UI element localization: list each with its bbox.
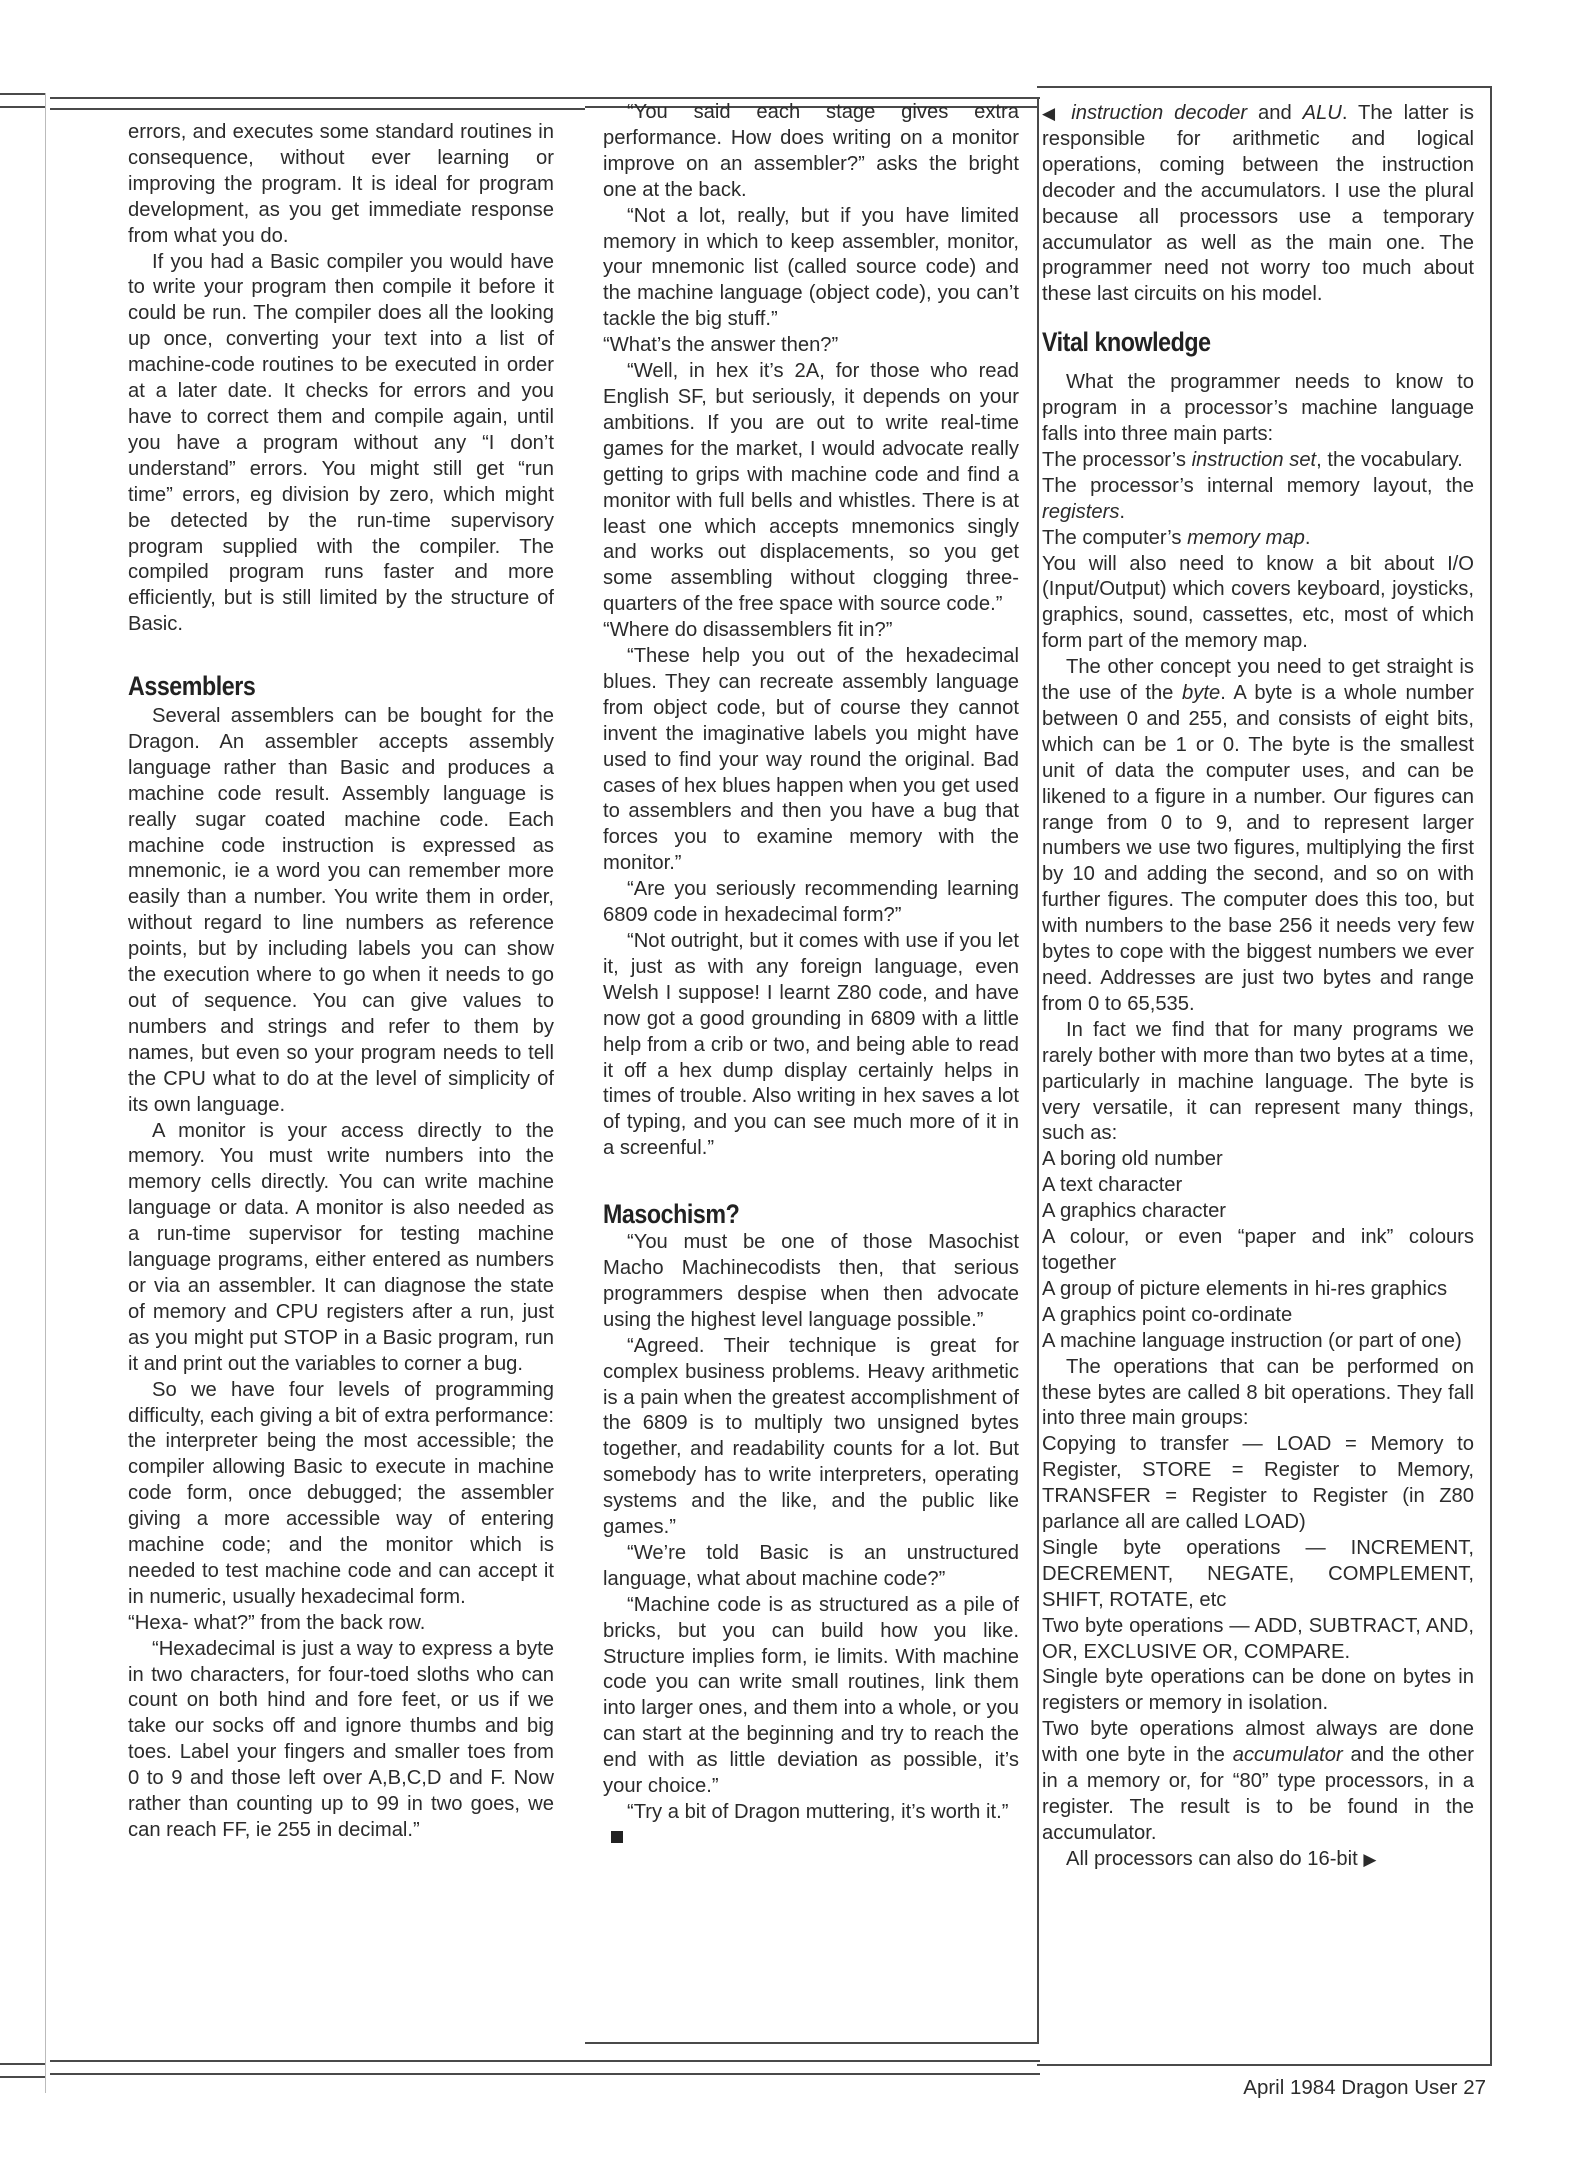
term-accumulator: accumulator [1232,1744,1343,1767]
byte-use-item: A boring old number [1042,1148,1223,1171]
text-fragment: and the other in a memory or, for “80” type processors, in a register. The result is to be found in the accumulator. [1042,1744,1474,1844]
top-rule-2 [50,108,585,110]
text-fragment: and [1247,102,1303,124]
byte-use-item: A text character [1042,1174,1183,1197]
left-paragraph-6: “Hexa- what?” from the back row. [128,1611,426,1634]
right-box-bottom [1037,2064,1492,2066]
right-paragraph-5: In fact we find that for many programs we rarely bother with more than two bytes at a time, particularly in machine language. The byte is very versatile, it can represent many things, such as: [1042,1018,1474,1145]
middle-paragraph-9: “You must be one of those Masochist Macho Machinecodists then, that serious programmers despise when then advocate using the highest level language possible.” [603,1231,1019,1331]
left-paragraph-4: A monitor is your access directly to the memory. You must write numbers into the memory cells directly. You can write machine language or data. A monitor is also needed as a run-time supervisor for testing machine language programs, either entered as numbers or via an assembler. It can diagnose the state of memory and CPU registers after a run, just as you might put STOP in a Basic program, run it and print out the variables to corner a bug. [128,1119,554,1375]
term-alu: ALU [1302,102,1342,124]
left-paragraph-5: So we have four levels of programming difficulty, each giving a bit of extra performance: the interpreter being the most accessible; the compiler allowing Basic to execute in machine code form, once debugged; the assembler giving a more accessible way of entering machine code; and the monitor which is needed to test machine code and can accept it in numeric, usually hexadecimal form. [128,1378,554,1608]
top-rule-1 [50,97,1040,99]
right-paragraph-3: You will also need to know a bit about I/O (Input/Output) which covers keyboard, joysticks, graphics, sound, cassettes, etc, most of which form part of the memory map. [1042,552,1474,653]
page-footer: April 1984 Dragon User 27 [1243,2076,1486,2099]
middle-paragraph-2: “Not a lot, really, but if you have limited memory in which to keep assembler, monitor, your mnemonic list (called source code) and the machine language (object code), you can’t tackle the big stuff.” [603,204,1019,331]
term-instruction-set: instruction set [1191,448,1317,471]
byte-use-item: A graphics point co-ordinate [1042,1303,1293,1326]
byte-use-item: A group of picture elements in hi-res graphics [1042,1277,1448,1300]
left-paragraph-2: If you had a Basic compiler you would have to write your program then compile it before it could be run. The compiler does all the looking up once, converting your text into a list of machine-code routines to be executed in order at a later date. It checks for errors and you have to correct them and compile again, until you have a program without any “I don’t understand” errors. You might still get “run time” errors, eg division by zero, which might be detected by the run-time supervisory program supplied with the compiler. The compiled program runs faster and more efficiently, but is still limited by the structure of Basic. [128,250,554,636]
text-fragment: . [1119,500,1126,523]
byte-use-item: A colour, or even “paper and ink” colours together [1042,1226,1474,1274]
operation-group-item: Copying to transfer — LOAD = Memory to Register, STORE = Register to Memory, TRANSFER = Register to Register (in Z80 parlance all are called LOAD) [1042,1433,1474,1534]
left-paragraph-7: “Hexadecimal is just a way to express a byte in two characters, for four-toed sloths who can count on both hind and fore feet, or us if we take our socks off and ignore thumbs and big toes. Label your fingers and smaller toes from 0 to 9 and those left over A,B,C,D and F. Now rather than counting up to 99 in two goes, we can reach FF, ie 255 in decimal.” [128,1637,554,1841]
closing-line: “Try a bit of Dragon muttering, it’s worth it.” [627,1801,1009,1823]
right-paragraph-8 [1042,1717,1474,1847]
middle-box-right-border [1037,97,1039,2043]
right-box-right-border [1490,86,1492,2066]
section-heading-vital-knowledge: Vital knowledge [1042,327,1211,358]
middle-paragraph-13 [603,1800,1019,1852]
left-column [128,120,554,1844]
top-rule-left-1 [0,93,45,95]
text-fragment: The processor’s internal memory layout, the [1042,474,1474,497]
middle-paragraph-7: “Are you seriously recommending learning 6809 code in hexadecimal form?” [603,878,1019,927]
middle-paragraph-4: “Well, in hex it’s 2A, for those who read English SF, but seriously, it depends on your ambitions. If you are out to write real-time games for the market, I would advocate really getting to grips with machine code and find a monitor with full bells and whistles. There is at least one which accepts mnemonics singly and works out displacements, so you get some assembling without clogging three-quarters of the free space with source code.” [603,360,1019,616]
continued-on-next-page-arrow-icon: ▶ [1363,1849,1377,1869]
middle-paragraph-10: “Agreed. Their technique is great for complex business problems. Heavy arithmetic is a pain when the greatest accomplishment of the 6809 is to multiply two unsigned bytes together, and readability counts for a lot. But somebody has to write interpreters, operating systems and the like, and the public like games.” [603,1334,1019,1539]
end-of-article-square-icon [611,1831,623,1843]
section-heading-masochism: Masochism? [603,1199,740,1230]
term-memory-map: memory map [1187,526,1305,549]
right-list-item-instruction-set [1042,448,1474,474]
right-box-top [1037,86,1492,88]
text-fragment: The other concept you need to get straight is the use of the [1042,656,1474,705]
continued-from-left-arrow-icon: ◀ [1042,104,1061,123]
middle-paragraph-3: “What’s the answer then?” [603,334,839,357]
section-heading-assemblers: Assemblers [128,671,256,702]
right-list-item-registers [1042,474,1474,526]
right-paragraph-4 [1042,655,1474,1018]
middle-paragraph-12: “Machine code is as structured as a pile of bricks, but you can build how you like. Structure implies form, ie limits. With machine code you can write small routines, link them into larger ones, and them into a whole, or you can start at the beginning and try to reach the end with as little deviation as possible, it’s your choice.” [603,1593,1019,1798]
right-paragraph-1 [1042,101,1474,308]
middle-paragraph-6: “These help you out of the hexadecimal blues. They can recreate assembly language from object code, but of course they cannot invent the imaginative labels you might have used to find your way round the original. Bad cases of hex blues happen when you get used to assemblers and then you have a bug that forces you to examine memory with the monitor.” [603,645,1019,875]
right-list-item-memory-map [1042,526,1474,552]
text-fragment: . The latter is responsible for arithmetic and logical operations, coming between the instruction decoder and the accumulators. I use the plural because all processors use a temporary accumulator as well as the main one. The programmer need not worry too much about these last circuits on his model. [1042,102,1475,306]
page-edge-left [45,93,46,2093]
text-fragment: , the vocabulary. [1316,448,1463,471]
top-rule-left-2 [0,106,45,108]
middle-column [603,100,1019,1852]
operation-group-item: Two byte operations — ADD, SUBTRACT, AND, OR, EXCLUSIVE OR, COMPARE. [1042,1614,1474,1663]
right-paragraph-2: What the programmer needs to know to program in a processor’s machine language falls into three main parts: [1042,371,1474,445]
bottom-rule-1 [50,2060,1040,2062]
byte-use-item: A graphics character [1042,1200,1227,1223]
middle-paragraph-11: “We’re told Basic is an unstructured language, what about machine code?” [603,1541,1019,1590]
text-fragment: The computer’s [1042,526,1188,549]
operation-group-item: Single byte operations — INCREMENT, DECREMENT, NEGATE, COMPLEMENT, SHIFT, ROTATE, etc [1042,1536,1474,1611]
text-fragment: The processor’s [1042,448,1192,471]
text-fragment: Two byte operations almost always are done with one byte in the [1042,1718,1474,1767]
bottom-rule-left-1 [0,2063,45,2065]
text-fragment: . A byte is a whole number between 0 and 255, and consists of eight bits, which can be 1 or 0. The byte is the smallest unit of data the computer uses, and can be likened to a figure in a number. Our figures can range from 0 to 9, and to represent larger numbers we use two figures, multiplying the first by 10 and adding the second, and so on with further figures. The computer does this too, but with numbers to the base 256 it needs very few bytes to cope with the biggest numbers we ever need. Addresses are just two bytes and range from 0 to 65,535. [1042,682,1475,1015]
bottom-rule-left-2 [0,2076,45,2078]
left-paragraph-3: Several assemblers can be bought for the Dragon. An assembler accepts assembly language rather than Basic and produces a machine code result. Assembly language is really sugar coated machine code. Each machine code instruction is expressed as mnemonic, ie a word you can remember more easily than a number. You write them in order, without regard to line numbers as reference points, but by including labels you can show the execution where to go when it needs to go out of sequence. You can give values to numbers and strings and refer to them by names, but even so your program needs to tell the CPU what to do at the level of simplicity of its own language. [128,705,554,1116]
right-column [1042,101,1474,1873]
middle-paragraph-1: “You said each stage gives extra performance. How does writing on a monitor improve on an assembler?” asks the bright one at the back. [603,101,1019,201]
left-paragraph-1: errors, and executes some standard routines in consequence, without ever learning or improving the program. It is ideal for program development, as you get immediate response from what you do. [128,121,554,247]
byte-use-item: A machine language instruction (or part of one) [1042,1329,1462,1352]
middle-box-bottom [585,2042,1039,2044]
term-registers: registers [1042,500,1120,523]
term-byte: byte [1182,682,1221,705]
middle-paragraph-8: “Not outright, but it comes with use if you let it, just as with any foreign language, even Welsh I suppose! I learnt Z80 code, and have now got a good grounding in 6809 with a little help from a crib or two, and being able to read it off a hex dump display certainly helps in times of trouble. Also writing in hex saves a lot of typing, and you can see much more of it in a screenful.” [603,930,1019,1160]
right-paragraph-9 [1042,1847,1474,1873]
right-paragraph-7: Single byte operations can be done on bytes in registers or memory in isolation. [1042,1666,1474,1715]
bottom-rule-2 [50,2073,1040,2075]
middle-paragraph-5: “Where do disassemblers fit in?” [603,619,893,642]
text-fragment: All processors can also do 16-bit [1066,1847,1358,1870]
text-fragment: . [1304,526,1311,549]
right-paragraph-6: The operations that can be performed on these bytes are called 8 bit operations. They fall into three main groups: [1042,1355,1474,1430]
term-instruction-decoder: instruction decoder [1071,102,1248,124]
